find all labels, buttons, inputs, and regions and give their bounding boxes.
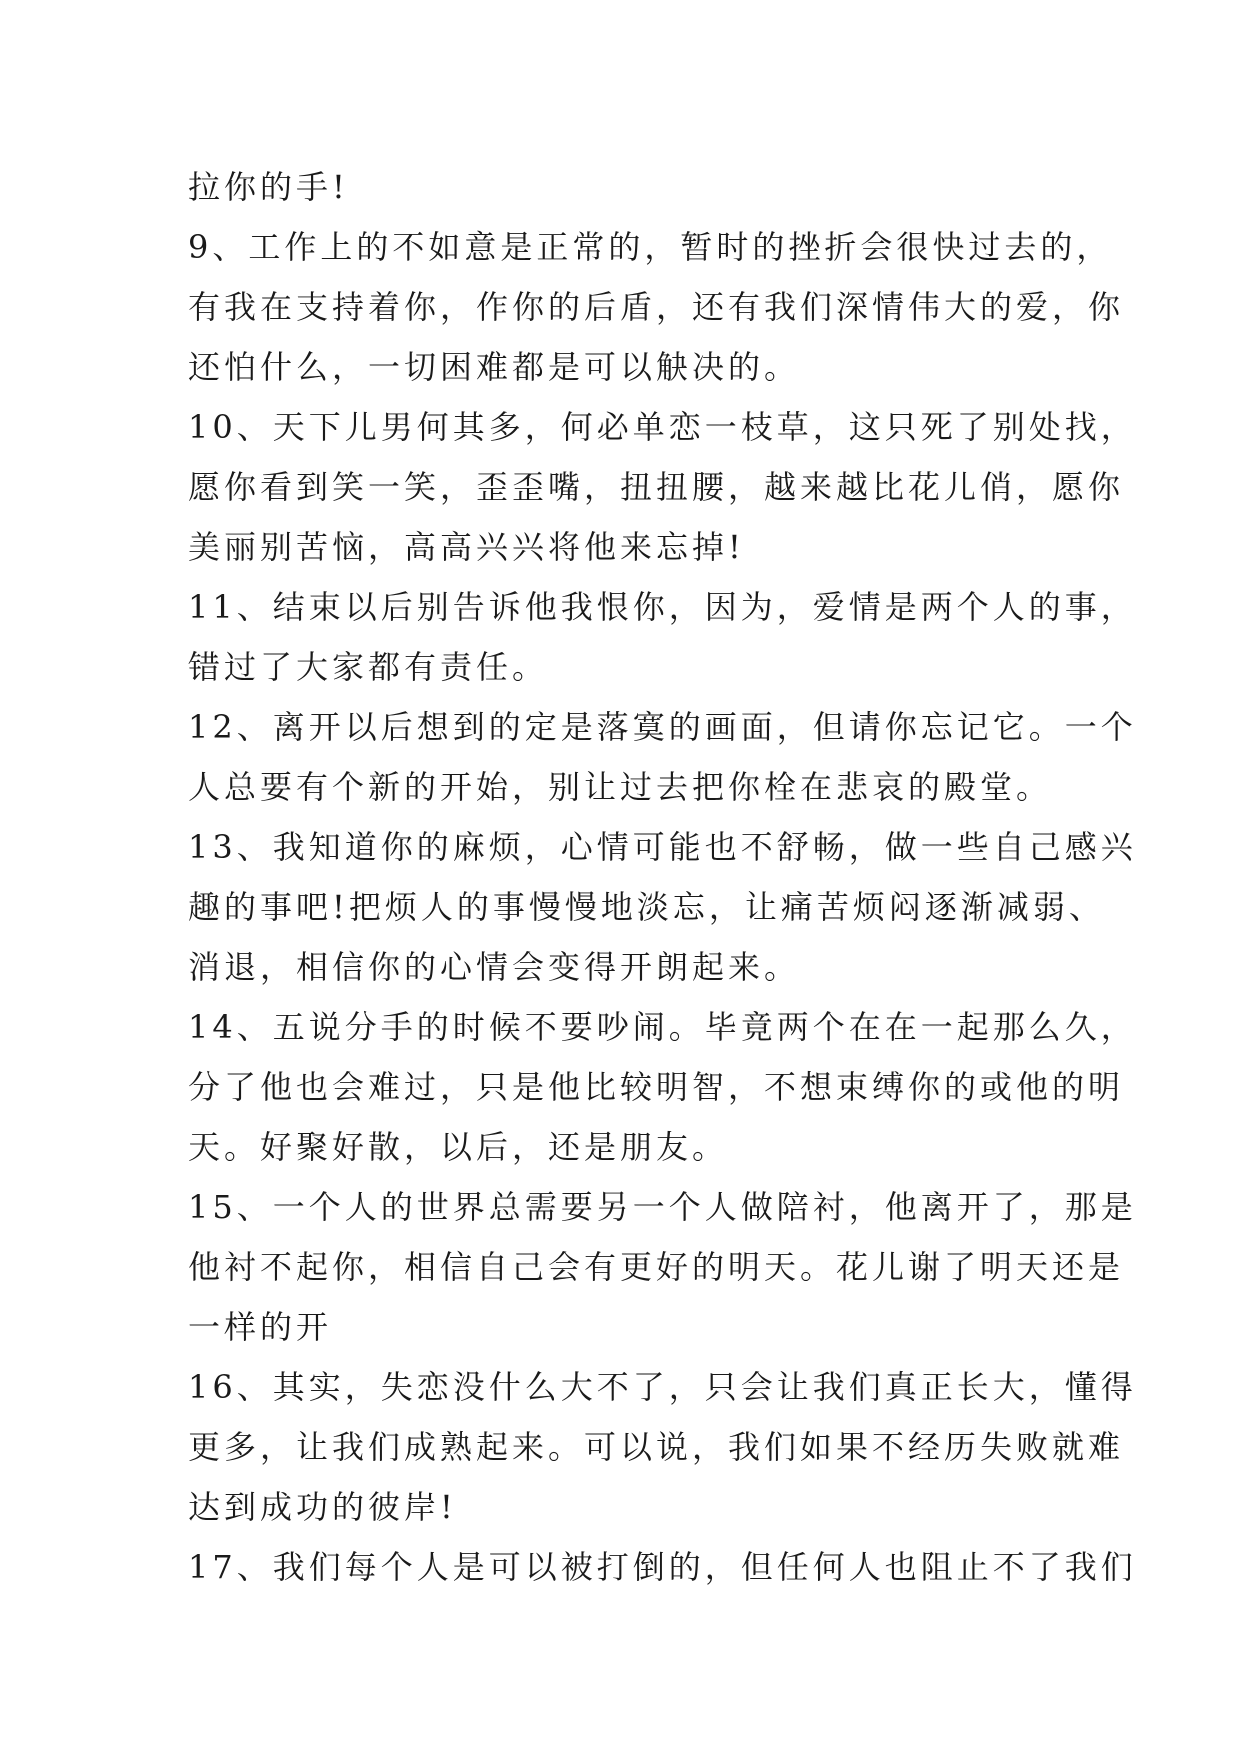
document-body xyxy=(188,157,1137,1597)
text-line: 趣的事吧!把烦人的事慢慢地淡忘，让痛苦烦闷逐渐减弱、 xyxy=(188,888,1105,926)
text-line: 一样的开 xyxy=(188,1308,333,1346)
text-line: 分了他也会难过，只是他比较明智，不想束缚你的或他的明 xyxy=(188,1068,1125,1106)
text-line: 13、我知道你的麻烦，心情可能也不舒畅，做一些自己感兴 xyxy=(188,828,1137,866)
text-line: 16、其实，失恋没什么大不了，只会让我们真正长大，懂得 xyxy=(188,1368,1137,1406)
text-line: 15、一个人的世界总需要另一个人做陪衬，他离开了，那是 xyxy=(188,1188,1137,1226)
text-line: 错过了大家都有责任。 xyxy=(188,648,549,686)
text-line: 消退，相信你的心情会变得开朗起来。 xyxy=(188,948,801,986)
text-line: 12、离开以后想到的定是落寞的画面，但请你忘记它。一个 xyxy=(188,708,1137,746)
text-line: 14、五说分手的时候不要吵闹。毕竟两个在在一起那么久， xyxy=(188,1008,1137,1046)
text-line: 拉你的手! xyxy=(188,168,349,206)
text-line: 17、我们每个人是可以被打倒的，但任何人也阻止不了我们 xyxy=(188,1548,1137,1586)
text-line: 11、结束以后别告诉他我恨你，因为，爱情是两个人的事， xyxy=(188,588,1137,626)
text-line: 美丽别苦恼，高高兴兴将他来忘掉! xyxy=(188,528,745,566)
text-line: 有我在支持着你，作你的后盾，还有我们深情伟大的爱，你 xyxy=(188,288,1125,326)
text-line: 9、工作上的不如意是正常的，暂时的挫折会很快过去的， xyxy=(188,228,1113,266)
text-line: 愿你看到笑一笑，歪歪嘴，扭扭腰，越来越比花儿俏，愿你 xyxy=(188,468,1125,506)
text-line: 天。好聚好散，以后，还是朋友。 xyxy=(188,1128,729,1166)
text-line: 达到成功的彼岸! xyxy=(188,1488,457,1526)
text-line: 他衬不起你，相信自己会有更好的明天。花儿谢了明天还是 xyxy=(188,1248,1125,1286)
text-line: 更多，让我们成熟起来。可以说，我们如果不经历失败就难 xyxy=(188,1428,1125,1466)
text-line: 人总要有个新的开始，别让过去把你栓在悲哀的殿堂。 xyxy=(188,768,1053,806)
text-line: 还怕什么，一切困难都是可以觖决的。 xyxy=(188,348,801,386)
text-line: 10、天下儿男何其多，何必单恋一枝草，这只死了别处找， xyxy=(188,408,1137,446)
